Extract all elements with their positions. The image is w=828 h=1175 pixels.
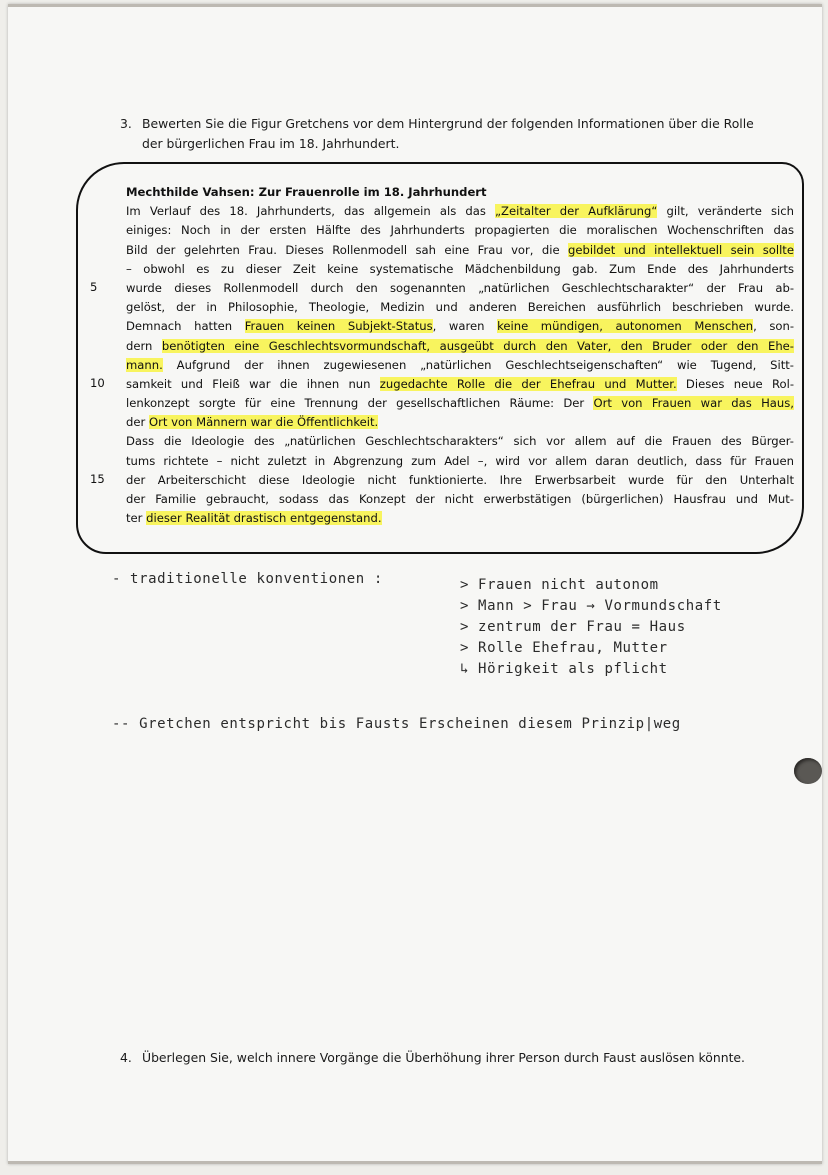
handwritten-point: > Rolle Ehefrau, Mutter (460, 640, 668, 656)
highlighted-text: Frauen keinen Subjekt-Status (244, 319, 433, 334)
handwritten-point: > Frauen nicht autonom (460, 577, 659, 593)
text-segment: gelöst, der in Philosophie, Theologie, Medizin und anderen Bereichen ausführlich beschrieben wurde. (126, 300, 794, 315)
source-title: Mechthilde Vahsen: Zur Frauenrolle im 18. Jahrhundert (126, 185, 487, 199)
line-number-5: 5 (90, 280, 98, 294)
text-segment: , waren (432, 319, 498, 334)
highlighted-text: benötigten eine Geschlechtsvormundschaft, ausgeübt durch den Vater, den Bruder oder den Ehe- (161, 338, 794, 353)
text-segment: tums richtete – nicht zuletzt in Abgrenzung zum Adel –, wird vor allem daran deutlich, dass für Frauen (126, 453, 794, 468)
highlighted-text: Ort von Frauen war das Haus, (593, 396, 794, 411)
task-3-text-line-2: der bürgerlichen Frau im 18. Jahrhundert. (142, 136, 400, 151)
text-segment: der (126, 415, 149, 430)
text-segment: Aufgrund der ihnen zugewiesenen „natürlichen Geschlechtseigenschaften“ wie Tugend, Sitt- (162, 357, 794, 372)
text-segment: Demnach hatten (126, 319, 245, 334)
source-text-line (126, 202, 794, 221)
highlighted-text: mann. (126, 357, 163, 372)
source-text-line (126, 298, 794, 317)
text-segment: Dass die Ideologie des „natürlichen Geschlechtscharakters“ sich vor allem auf die Frauen des Bürger- (126, 434, 794, 449)
task-3-text-line-1: Bewerten Sie die Figur Gretchens vor dem Hintergrund der folgenden Informationen über die Rolle (142, 116, 754, 131)
handwritten-heading: - traditionelle konventionen : (112, 571, 383, 587)
source-text-line (126, 337, 794, 356)
source-text-line (126, 432, 794, 451)
source-text-line (126, 279, 794, 298)
task-4-text: Überlegen Sie, welch innere Vorgänge die Überhöhung ihrer Person durch Faust auslösen könnte. (142, 1050, 745, 1065)
highlighted-text: Ort von Männern war die Öffentlichkeit. (148, 415, 379, 430)
text-segment: samkeit und Fleiß war die ihnen nun (126, 376, 380, 391)
source-text-line (126, 394, 794, 413)
page-bottom-edge (8, 1161, 822, 1164)
highlighted-text: „Zeitalter der Aufklärung“ (495, 204, 658, 219)
source-text-line (126, 356, 794, 375)
source-text-line (126, 452, 794, 471)
text-segment: Im Verlauf des 18. Jahrhunderts, das allgemein als das (126, 204, 496, 219)
worksheet-page (8, 4, 822, 1164)
source-text-line (126, 375, 794, 394)
source-text-line (126, 317, 794, 336)
punch-hole (794, 758, 822, 784)
task-3 (120, 114, 810, 154)
handwritten-conclusion: -- Gretchen entspricht bis Fausts Erscheinen diesem Prinzip|weg (112, 716, 681, 732)
source-text-line (126, 241, 794, 260)
page-top-edge (8, 4, 822, 7)
text-segment: der Familie gebraucht, sodass das Konzept der nicht erwerbstätigen (bürgerlichen) Hausfrau und Mut- (126, 492, 794, 506)
text-segment: dern (126, 338, 162, 353)
text-segment: einiges: Noch in der ersten Hälfte des Jahrhunderts propagierten die moralischen Wochenschriften das (126, 223, 794, 238)
source-text-line (126, 413, 794, 432)
highlighted-text: dieser Realität drastisch entgegenstand. (146, 511, 382, 526)
source-text-line (126, 471, 794, 490)
source-text-lines (126, 202, 794, 528)
text-segment: gilt, veränderte sich (657, 204, 794, 219)
handwritten-point: ↳ Hörigkeit als pflicht (460, 661, 668, 677)
source-text (126, 183, 794, 528)
task-4 (120, 1048, 810, 1068)
text-segment: , son- (753, 319, 794, 334)
highlighted-text: gebildet und intellektuell sein sollte (568, 242, 794, 257)
task-4-number: 4. (120, 1050, 132, 1065)
text-segment: der Arbeiterschicht diese Ideologie nicht funktionierte. Ihre Erwerbsarbeit wurde für den Unterhalt (126, 472, 794, 487)
source-text-line (126, 490, 794, 509)
handwritten-point: > zentrum der Frau = Haus (460, 619, 686, 635)
text-segment: Dieses neue Rol- (676, 376, 794, 391)
text-segment: lenkonzept sorgte für eine Trennung der gesellschaftlichen Räume: Der (126, 396, 594, 411)
line-number-15: 15 (90, 472, 105, 486)
text-segment: Bild der gelehrten Frau. Dieses Rollenmodell sah eine Frau vor, die (126, 242, 568, 257)
line-number-10: 10 (90, 376, 105, 390)
text-segment: – obwohl es zu dieser Zeit keine systematische Mädchenbildung gab. Zum Ende des Jahrhunderts (126, 261, 794, 276)
text-segment: wurde dieses Rollenmodell durch den sogenannten „natürlichen Geschlechtscharakter“ der Frau ab- (126, 280, 794, 295)
highlighted-text: keine mündigen, autonomen Menschen (497, 319, 754, 334)
source-text-line (126, 260, 794, 279)
handwritten-point: > Mann > Frau → Vormundschaft (460, 598, 722, 614)
source-text-line (126, 221, 794, 240)
text-segment: ter (126, 511, 147, 526)
highlighted-text: zugedachte Rolle die der Ehefrau und Mutter. (379, 376, 677, 391)
task-3-number: 3. (120, 116, 132, 131)
source-text-line (126, 509, 794, 528)
